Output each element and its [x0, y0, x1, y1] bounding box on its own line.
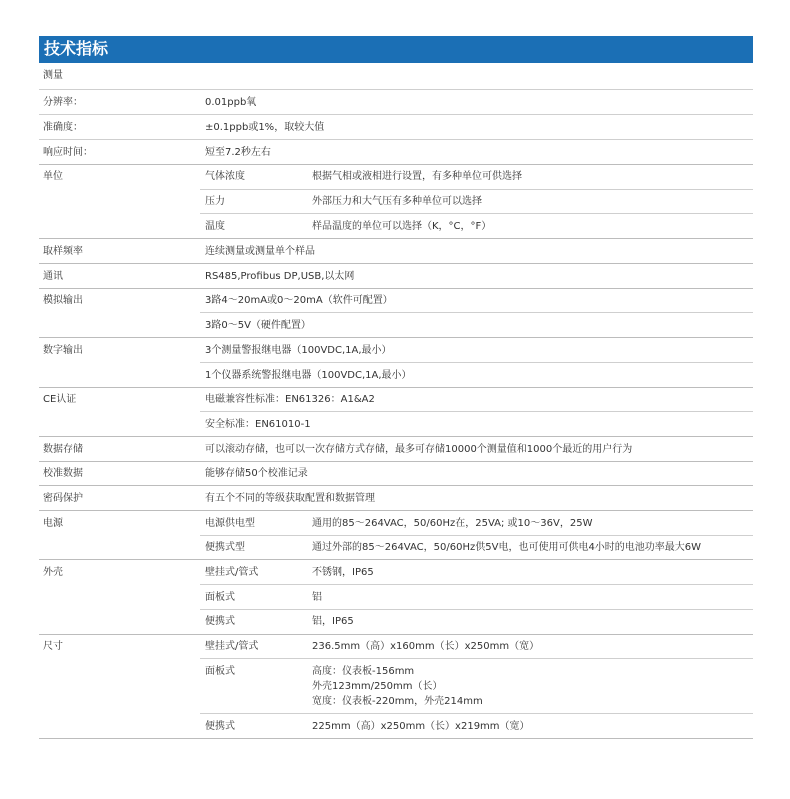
row-divider	[200, 213, 753, 214]
sampling-value: 连续测量或测量单个样品	[205, 246, 315, 257]
ce-label: CE认证	[43, 394, 77, 405]
sampling-label: 取样频率	[43, 246, 83, 257]
housing-wall-name: 壁挂式/管式	[205, 567, 259, 578]
comm-value: RS485,Profibus DP,USB,以太网	[205, 271, 355, 282]
unit-pressure-name: 压力	[205, 196, 225, 207]
size-portable-name: 便携式	[205, 721, 235, 732]
analog-value-1: 3路4～20mA或0～20mA（软件可配置）	[205, 295, 393, 306]
row-divider	[200, 312, 753, 313]
measure-heading: 测量	[43, 70, 63, 81]
section-divider	[39, 238, 753, 239]
row-divider	[200, 362, 753, 363]
row-divider	[200, 189, 753, 190]
response-value: 短至7.2秒左右	[205, 147, 271, 158]
row-divider	[200, 584, 753, 585]
housing-panel-desc: 铝	[312, 592, 322, 603]
section-divider	[39, 461, 753, 462]
section-divider	[39, 436, 753, 437]
housing-wall-desc: 不锈钢，IP65	[312, 567, 374, 578]
row-divider	[200, 658, 753, 659]
section-header	[39, 36, 753, 63]
response-label: 响应时间：	[43, 147, 93, 158]
password-value: 有五个不同的等级获取配置和数据管理	[205, 493, 375, 504]
size-label: 尺寸	[43, 641, 63, 652]
unit-label: 单位	[43, 171, 63, 182]
power-mains-desc: 通用的85～264VAC，50/60Hz在，25VA; 或10～36V，25W	[312, 518, 593, 529]
ce-value-1: 电磁兼容性标准：EN61326：A1&A2	[205, 394, 375, 405]
size-wall-desc: 236.5mm（高）x160mm（长）x250mm（宽）	[312, 641, 540, 652]
size-panel-line-3: 宽度：仪表板-220mm，外壳214mm	[312, 696, 483, 707]
size-panel-line-1: 高度：仪表板-156mm	[312, 666, 415, 677]
unit-gas-desc: 根据气相或液相进行设置，有多种单位可供选择	[312, 171, 522, 182]
section-divider	[39, 510, 753, 511]
ce-value-2: 安全标准：EN61010-1	[205, 419, 311, 430]
unit-pressure-desc: 外部压力和大气压有多种单位可以选择	[312, 196, 482, 207]
section-divider	[39, 559, 753, 560]
size-wall-name: 壁挂式/管式	[205, 641, 259, 652]
section-divider	[39, 337, 753, 338]
comm-label: 通讯	[43, 271, 63, 282]
row-divider	[200, 609, 753, 610]
row-divider	[39, 139, 753, 140]
digital-label: 数字输出	[43, 345, 83, 356]
power-mains-name: 电源供电型	[205, 518, 255, 529]
power-portable-desc: 通过外部的85～264VAC，50/60Hz供5V电，也可使用可供电4小时的电池功率最大6W	[312, 542, 702, 553]
section-title: 技术指标	[44, 39, 109, 58]
size-panel-line-2: 外壳123mm/250mm（长）	[312, 681, 443, 692]
unit-temp-name: 温度	[205, 221, 225, 232]
unit-temp-desc: 样品温度的单位可以选择（K，°C，°F）	[312, 221, 492, 232]
accuracy-value: ±0.1ppb或1%，取较大值	[205, 122, 325, 133]
section-divider	[39, 164, 753, 165]
row-divider	[39, 89, 753, 90]
analog-label: 模拟输出	[43, 295, 83, 306]
section-divider	[39, 738, 753, 739]
accuracy-label: 准确度：	[43, 122, 83, 133]
section-divider	[39, 387, 753, 388]
housing-label: 外壳	[43, 567, 63, 578]
housing-panel-name: 面板式	[205, 592, 235, 603]
section-divider	[39, 288, 753, 289]
row-divider	[200, 535, 753, 536]
section-divider	[39, 634, 753, 635]
resolution-label: 分辨率：	[43, 97, 83, 108]
analog-value-2: 3路0～5V（硬件配置）	[205, 320, 311, 331]
row-divider	[200, 713, 753, 714]
row-divider	[39, 114, 753, 115]
housing-portable-name: 便携式	[205, 616, 235, 627]
calib-label: 校准数据	[43, 468, 83, 479]
row-divider	[200, 411, 753, 412]
size-portable-desc: 225mm（高）x250mm（长）x219mm（宽）	[312, 721, 530, 732]
section-divider	[39, 263, 753, 264]
digital-value-2: 1个仪器系统警报继电器（100VDC,1A,最小）	[205, 370, 412, 381]
power-portable-name: 便携式型	[205, 542, 245, 553]
storage-value: 可以滚动存储，也可以一次存储方式存储，最多可存储10000个测量值和1000个最近的用户行为	[205, 444, 633, 455]
unit-gas-name: 气体浓度	[205, 171, 245, 182]
digital-value-1: 3个测量警报继电器（100VDC,1A,最小）	[205, 345, 392, 356]
power-label: 电源	[43, 518, 63, 529]
storage-label: 数据存储	[43, 444, 83, 455]
size-panel-name: 面板式	[205, 666, 235, 677]
password-label: 密码保护	[43, 493, 83, 504]
section-divider	[39, 485, 753, 486]
resolution-value: 0.01ppb氧	[205, 97, 257, 108]
calib-value: 能够存储50个校准记录	[205, 468, 308, 479]
housing-portable-desc: 铝，IP65	[312, 616, 354, 627]
